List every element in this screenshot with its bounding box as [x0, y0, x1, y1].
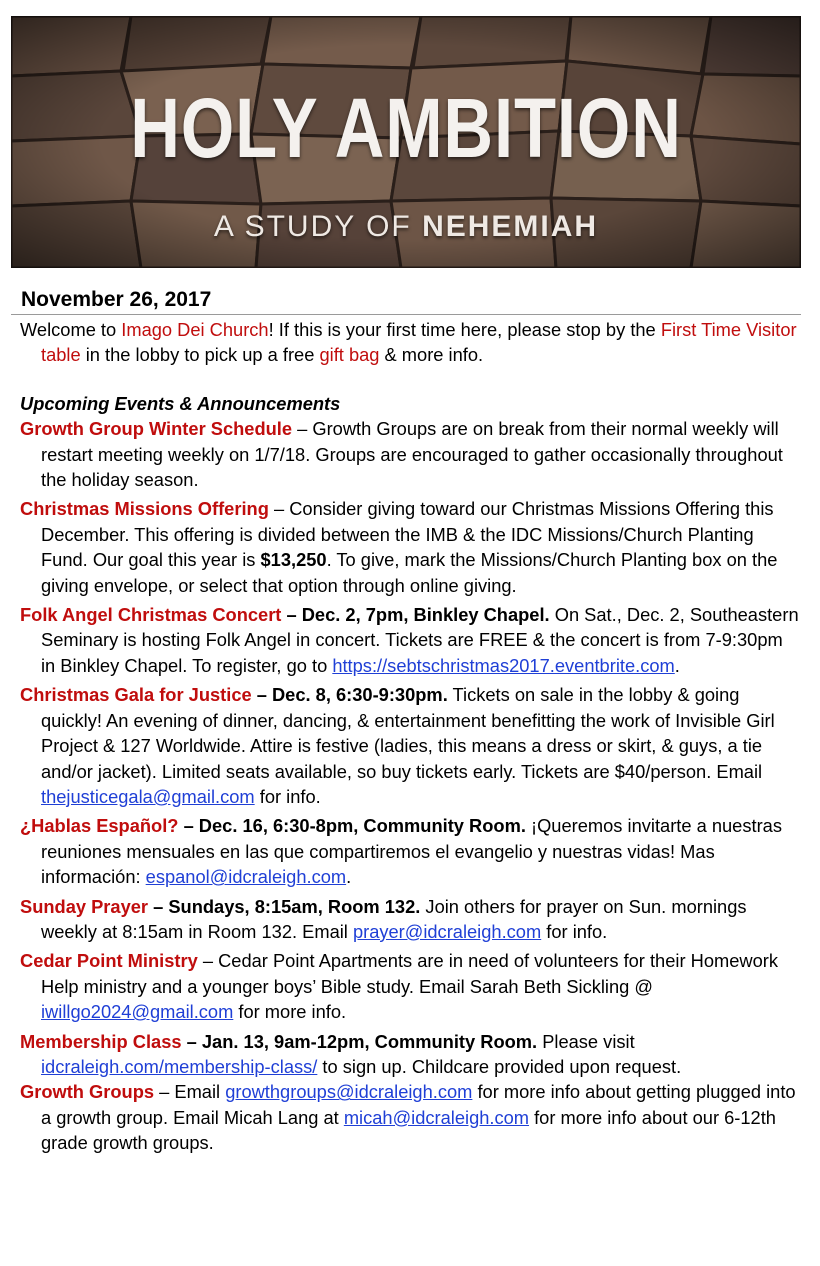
gala-email-link[interactable]: thejusticegala@gmail.com [41, 785, 255, 807]
eventbrite-link[interactable]: https://sebtschristmas2017.eventbrite.com [332, 654, 675, 676]
event-title: Membership Class [20, 1030, 182, 1052]
bulletin-content [20, 317, 800, 1156]
offering-goal: $13,250 [260, 549, 327, 571]
event-folk-angel: Folk Angel Christmas Concert – Dec. 2, 7pm, Binkley Chapel. On Sat., Dec. 2, Southeastern Seminary is hosting Folk Angel in concert. Tickets are FREE & the concert is from 7-9:30pm in Binkley Chapel. To register, go to https://sebtschristmas2017.eventbrite.com. [20, 604, 799, 676]
espanol-email-link[interactable]: espanol@idcraleigh.com [145, 866, 347, 888]
event-title: Christmas Gala for Justice [20, 684, 252, 706]
bulletin-date: November 26, 2017 [21, 288, 212, 311]
banner-title: HOLY AMBITION [130, 81, 682, 175]
event-growth-winter: Growth Group Winter Schedule – Growth Groups are on break from their normal weekly will restart meeting weekly on 1/7/18. Groups are encouraged to gather occasionally throughout the holiday season. [20, 418, 783, 491]
membership-link[interactable]: idcraleigh.com/membership-class/ [41, 1055, 318, 1077]
event-membership-class: Membership Class – Jan. 13, 9am-12pm, Community Room. Please visit idcraleigh.com/membership-class/ to sign up. Childcare provided upon request. [20, 1030, 682, 1077]
micah-email-link[interactable]: micah@idcraleigh.com [343, 1106, 530, 1128]
event-title: Sunday Prayer [20, 895, 149, 917]
event-title: Folk Angel Christmas Concert [20, 604, 282, 626]
growthgroups-email-link[interactable]: growthgroups@idcraleigh.com [225, 1081, 473, 1103]
visitor-table: First Time Visitor table [41, 319, 797, 366]
event-espanol: ¿Hablas Español? – Dec. 16, 6:30-8pm, Community Room. ¡Queremos invitarte a nuestras reuniones mensuales en las que compartiremos el evangelio y nuestras vidas! Mas información: espanol@idcraleigh.com. [20, 815, 782, 888]
event-title: Christmas Missions Offering [20, 498, 269, 520]
event-missions-offering: Christmas Missions Offering – Consider giving toward our Christmas Missions Offering this December. This offering is divided between the IMB & the IDC Missions/Church Planting Fund. Our goal this year is $13,250. To give, mark the Missions/Church Planting box on the giving envelope, or select that option through online giving. [20, 498, 778, 596]
section-heading: Upcoming Events & Announcements [20, 392, 341, 414]
banner-subtitle: A STUDY OF NEHEMIAH [213, 210, 599, 243]
event-growth-groups: Growth Groups – Email growthgroups@idcraleigh.com for more info about getting plugged into a growth group. Email Micah Lang at micah@idcraleigh.com for more info about our 6-12th grade growth groups. [20, 1081, 796, 1154]
gift-bag: gift bag [319, 344, 380, 366]
cedar-email-link[interactable]: iwillgo2024@gmail.com [41, 1001, 234, 1023]
welcome-paragraph: Welcome to Imago Dei Church! If this is your first time here, please stop by the First Time Visitor table in the lobby to pick up a free gift bag & more info. [20, 319, 797, 366]
sermon-series-banner [11, 16, 801, 268]
prayer-email-link[interactable]: prayer@idcraleigh.com [352, 920, 542, 942]
event-sunday-prayer: Sunday Prayer – Sundays, 8:15am, Room 132. Join others for prayer on Sun. mornings weekly at 8:15am in Room 132. Email prayer@idcraleigh.com for info. [20, 895, 747, 942]
event-cedar-point: Cedar Point Ministry – Cedar Point Apartments are in need of volunteers for their Homework Help ministry and a younger boys’ Bible study. Email Sarah Beth Sickling @ iwillgo2024@gmail.com for more info. [20, 950, 778, 1023]
church-name: Imago Dei Church [121, 319, 269, 340]
event-title: Growth Groups [20, 1081, 155, 1103]
event-title: Growth Group Winter Schedule [20, 418, 293, 440]
date-header [11, 287, 801, 315]
event-title: Cedar Point Ministry [20, 950, 198, 972]
event-gala: Christmas Gala for Justice – Dec. 8, 6:30-9:30pm. Tickets on sale in the lobby & going quickly! An evening of dinner, dancing, & entertainment benefitting the work of Invisible Girl Project & 127 Worldwide. Attire is festive (ladies, this means a dress or skirt, & guys, a tie and/or jacket). Limited seats available, so buy tickets early. Tickets are $40/person. Email thejusticegala@gmail.com for info. [20, 684, 775, 807]
event-title: ¿Hablas Español? [20, 815, 179, 837]
